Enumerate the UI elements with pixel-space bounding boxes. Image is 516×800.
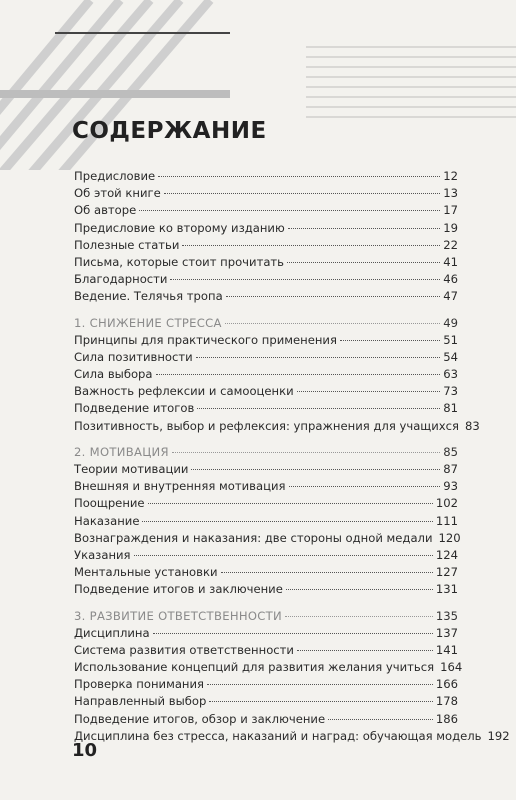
dot-leader	[297, 391, 441, 392]
dot-leader	[196, 357, 441, 358]
toc-entry-title: Сила позитивности	[74, 349, 193, 364]
toc-entry-title: Об этой книге	[74, 186, 161, 201]
toc-page-number: 63	[443, 367, 458, 382]
toc-page-number: 41	[443, 254, 458, 269]
toc-entry-title: Об авторе	[74, 203, 137, 218]
toc-entry	[74, 271, 458, 288]
toc-section-heading	[74, 608, 458, 625]
toc-entry	[74, 237, 458, 254]
toc-entry	[74, 642, 458, 659]
toc-page-number: 166	[435, 677, 458, 692]
dot-leader	[297, 650, 433, 651]
dot-leader	[139, 210, 440, 211]
toc-entry-title: Подведение итогов	[74, 401, 195, 416]
toc-entry	[74, 202, 458, 219]
toc-entry	[74, 693, 458, 710]
toc-page-number: 47	[443, 289, 458, 304]
toc-entry-title: Предисловие ко второму изданию	[74, 220, 285, 235]
toc-entry	[74, 185, 458, 202]
toc-page-number: 85	[443, 444, 458, 459]
toc-page-number: 51	[443, 332, 458, 347]
toc-entry-title: 2. МОТИВАЦИЯ	[74, 444, 169, 459]
toc-entry-title: Наказание	[74, 513, 140, 528]
dot-leader	[153, 633, 433, 634]
toc-page-number: 93	[443, 479, 458, 494]
toc-page-number: 46	[443, 272, 458, 287]
toc-page-number: 22	[443, 237, 458, 252]
toc-page-number: 164	[440, 660, 463, 675]
dot-leader	[164, 193, 441, 194]
toc-entry-title: Полезные статьи	[74, 237, 180, 252]
toc-entry-title: Проверка понимания	[74, 677, 205, 692]
dot-leader	[340, 340, 440, 341]
toc-entry-title: Ментальные установки	[74, 565, 218, 580]
toc-entry-title: 3. РАЗВИТИЕ ОТВЕТСТВЕННОСТИ	[74, 608, 283, 623]
toc-entry	[74, 461, 458, 478]
toc-entry	[74, 530, 461, 547]
dot-leader	[197, 408, 440, 409]
toc-page-number: 73	[443, 384, 458, 399]
decorative-stripes	[0, 0, 230, 170]
toc-section-heading	[74, 315, 458, 332]
toc-entry	[74, 220, 458, 237]
dot-leader	[285, 616, 433, 617]
toc-entry-title: Благодарности	[74, 272, 168, 287]
page-number: 10	[72, 740, 98, 761]
page-title: СОДЕРЖАНИЕ	[72, 118, 267, 144]
toc-entry	[74, 564, 458, 581]
toc-page-number: 111	[435, 513, 458, 528]
toc-page-number: 137	[435, 625, 458, 640]
toc-page-number: 186	[435, 711, 458, 726]
bleed-through-text	[276, 38, 516, 158]
toc-entry	[74, 625, 458, 642]
toc-page-number: 49	[443, 315, 458, 330]
dot-leader	[191, 469, 440, 470]
toc-page-number: 124	[435, 547, 458, 562]
toc-entry-title: 1. СНИЖЕНИЕ СТРЕССА	[74, 315, 222, 330]
dot-leader	[207, 684, 433, 685]
toc-entry-title: Принципы для практического применения	[74, 332, 337, 347]
toc-entry	[74, 288, 458, 305]
toc-entry	[74, 495, 458, 512]
toc-entry-title: Важность рефлексии и самооценки	[74, 384, 294, 399]
toc-entry	[74, 547, 458, 564]
toc-entry-title: Ведение. Телячья тропа	[74, 289, 223, 304]
dot-leader	[156, 374, 441, 375]
dot-leader	[221, 572, 433, 573]
dot-leader	[226, 296, 441, 297]
toc-entry-title: Дисциплина	[74, 625, 150, 640]
toc-entry-title: Вознаграждения и наказания: две стороны одной медали	[74, 530, 433, 545]
toc-entry	[74, 400, 458, 417]
dot-leader	[328, 719, 433, 720]
dot-leader	[170, 279, 440, 280]
toc-page-number: 54	[443, 349, 458, 364]
toc-section-heading	[74, 444, 458, 461]
dot-leader	[182, 245, 440, 246]
toc-entry-title: Предисловие	[74, 169, 156, 183]
toc-entry-title: Письма, которые стоит прочитать	[74, 254, 285, 269]
toc-entry	[74, 366, 458, 383]
toc-entry	[74, 332, 458, 349]
toc-entry-title: Теории мотивации	[74, 462, 189, 476]
toc-page-number: 135	[435, 608, 458, 623]
toc-entry	[74, 728, 510, 745]
toc-page-number: 192	[487, 728, 510, 743]
toc-entry-title: Позитивность, выбор и рефлексия: упражнения для учащихся	[74, 418, 459, 433]
dot-leader	[158, 176, 440, 177]
toc-page-number: 131	[435, 582, 458, 597]
toc-page-number: 127	[435, 565, 458, 580]
dot-leader	[287, 262, 440, 263]
toc-page-number: 13	[443, 186, 458, 201]
toc-page-number: 102	[435, 496, 458, 511]
toc-entry-title: Подведение итогов и заключение	[74, 582, 283, 597]
toc-entry	[74, 581, 458, 598]
toc-entry-title: Поощрение	[74, 496, 145, 511]
toc-page-number: 17	[443, 203, 458, 218]
toc-entry-title: Дисциплина без стресса, наказаний и наград: обучающая модель	[74, 728, 482, 743]
toc-page-number: 83	[464, 418, 480, 433]
toc-entry	[74, 168, 458, 185]
toc-entry-title: Внешняя и внутренняя мотивация	[74, 479, 286, 494]
toc-entry-title: Направленный выбор	[74, 694, 207, 709]
toc-entry	[74, 478, 458, 495]
dot-leader	[209, 701, 432, 702]
toc-entry-title: Система развития ответственности	[74, 642, 294, 657]
dot-leader	[286, 589, 433, 590]
toc-page-number: 87	[443, 462, 458, 476]
toc-page-number: 81	[443, 401, 458, 416]
toc-entry	[74, 349, 458, 366]
toc-entry	[74, 513, 458, 530]
toc-entry	[74, 676, 458, 693]
toc-page-number: 12	[443, 169, 458, 183]
toc-page-number: 120	[438, 530, 461, 545]
toc-entry	[74, 254, 458, 271]
toc-entry	[74, 383, 458, 400]
dot-leader	[289, 486, 441, 487]
dot-leader	[142, 521, 432, 522]
dot-leader	[225, 323, 440, 324]
dot-leader	[288, 228, 441, 229]
toc-entry-title: Сила выбора	[74, 367, 153, 382]
dot-leader	[148, 503, 433, 504]
toc-entry	[74, 659, 463, 676]
dot-leader	[134, 555, 433, 556]
toc-page-number: 141	[435, 642, 458, 657]
toc-page-number: 19	[443, 220, 458, 235]
toc-entry-title: Указания	[74, 547, 131, 562]
dot-leader	[172, 452, 440, 453]
toc-entry-title: Использование концепций для развития желания учиться	[74, 660, 435, 675]
toc-entry	[74, 418, 480, 435]
table-of-contents	[74, 168, 510, 745]
toc-page-number: 178	[435, 694, 458, 709]
toc-entry	[74, 711, 458, 728]
toc-entry-title: Подведение итогов, обзор и заключение	[74, 711, 326, 726]
